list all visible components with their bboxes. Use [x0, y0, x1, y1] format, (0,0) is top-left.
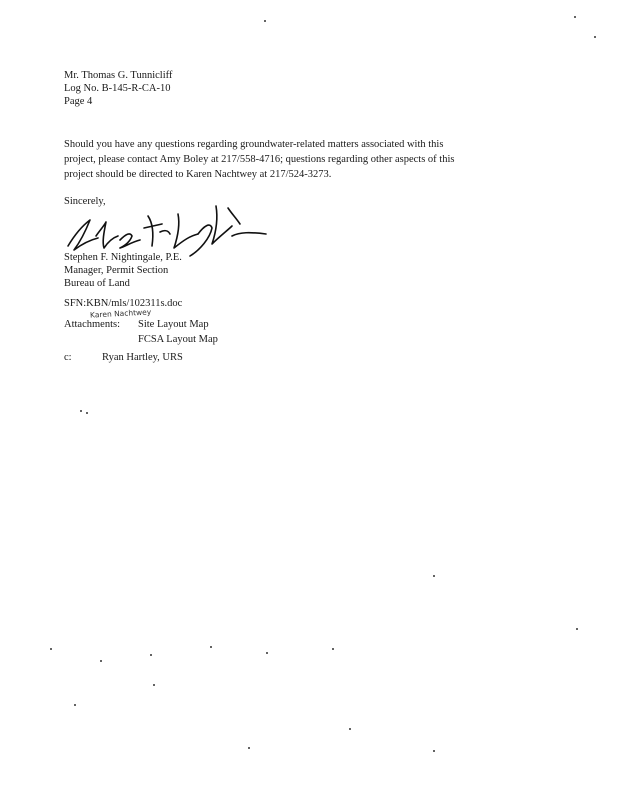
reference-code: SFN:KBN/mls/102311s.doc — [64, 298, 183, 309]
scan-speck — [433, 575, 435, 577]
scan-speck — [349, 728, 351, 730]
scan-speck — [574, 16, 576, 18]
scan-speck — [50, 648, 52, 650]
body-line: project, please contact Amy Boley at 217/558-4716; questions regarding other aspects of this — [64, 154, 455, 165]
page-number: Page 4 — [64, 96, 93, 107]
recipient-name: Mr. Thomas G. Tunnicliff — [64, 70, 173, 81]
signer-title: Manager, Permit Section — [64, 265, 169, 276]
cc-label: c: — [64, 352, 72, 363]
body-line: Should you have any questions regarding groundwater-related matters associated with this — [64, 139, 444, 150]
log-number: Log No. B-145-R-CA-10 — [64, 83, 171, 94]
scan-speck — [264, 20, 266, 22]
attachment-item: FCSA Layout Map — [138, 334, 218, 345]
cc-name: Ryan Hartley, URS — [102, 352, 183, 363]
scan-speck — [86, 412, 88, 414]
handwritten-initials: Karen Nachtwey — [89, 307, 152, 320]
scan-speck — [433, 750, 435, 752]
scan-speck — [248, 747, 250, 749]
attachments-label: Attachments: — [64, 319, 120, 330]
body-line: project should be directed to Karen Nachtwey at 217/524-3273. — [64, 169, 332, 180]
body-paragraph — [64, 137, 524, 182]
handwritten-signature — [60, 196, 275, 258]
scan-speck — [594, 36, 596, 38]
scan-speck — [266, 652, 268, 654]
scan-speck — [210, 646, 212, 648]
closing: Sincerely, — [64, 196, 106, 207]
signer-bureau: Bureau of Land — [64, 278, 130, 289]
attachment-item: Site Layout Map — [138, 319, 209, 330]
scan-speck — [150, 654, 152, 656]
scan-speck — [74, 704, 76, 706]
signer-name: Stephen F. Nightingale, P.E. — [64, 252, 182, 263]
cc-line — [64, 351, 183, 364]
scan-speck — [80, 410, 82, 412]
scan-speck — [576, 628, 578, 630]
attachments-block — [64, 318, 218, 348]
scan-speck — [332, 648, 334, 650]
signature-block — [64, 251, 182, 290]
scan-speck — [100, 660, 102, 662]
scan-speck — [153, 684, 155, 686]
letter-header — [64, 69, 172, 108]
